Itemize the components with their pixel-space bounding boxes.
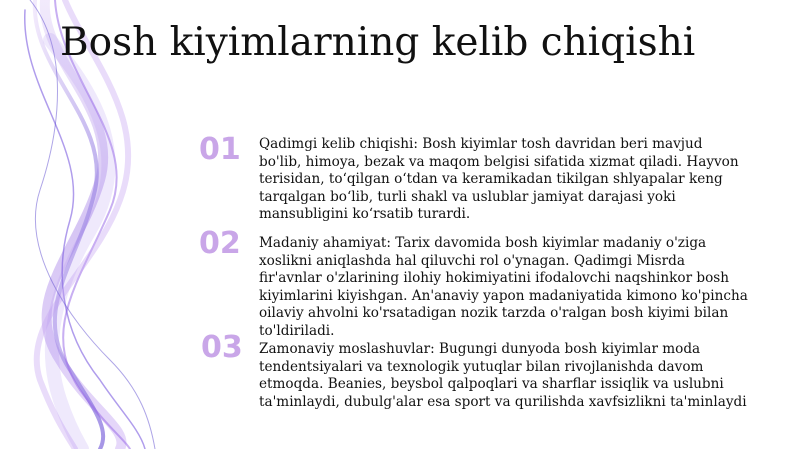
item-number-02: 02	[199, 226, 241, 261]
item-text-01: Qadimgi kelib chiqishi: Bosh kiyimlar tosh davridan beri mavjud bo'lib, himoya, bezak va maqom belgisi sifatida xizmat qiladi. Hayvon terisidan, to‘qilgan o‘tdan va keramikadan tikilgan shlyapalar keng tarqalgan bo‘lib, turli shakl va uslublar jamiyat darajasi yoki mansubligini ko‘rsatib turardi.	[259, 136, 739, 223]
slide-title: Bosh kiyimlarning kelib chiqishi	[60, 20, 696, 65]
item-number-01: 01	[199, 132, 241, 167]
item-number-03: 03	[201, 330, 243, 365]
item-text-02: Madaniy ahamiyat: Tarix davomida bosh kiyimlar madaniy o'ziga xoslikni aniqlashda hal qiluvchi rol o'ynagan. Qadimgi Misrda fir'avnlar o'zlarining ilohiy hokimiyatini ifodalovchi naqshinkor bosh kiyimlarini kiyishgan. An'anaviy yapon madaniyatida kimono ko'pincha oilaviy ahvolni ko'rsatadigan nozik tarzda o'ralgan bosh kiyimi bilan to'ldiriladi.	[259, 235, 748, 339]
item-text-03: Zamonaviy moslashuvlar: Bugungi dunyoda bosh kiyimlar moda tendentsiyalari va texnologik yutuqlar bilan rivojlanishda davom etmoqda. Beanies, beysbol qalpoqlari va sharflar issiqlik va uslubni ta'minlaydi, dubulg'alar esa sport va qurilishda xavfsizlikni ta'minlaydi	[259, 341, 747, 410]
